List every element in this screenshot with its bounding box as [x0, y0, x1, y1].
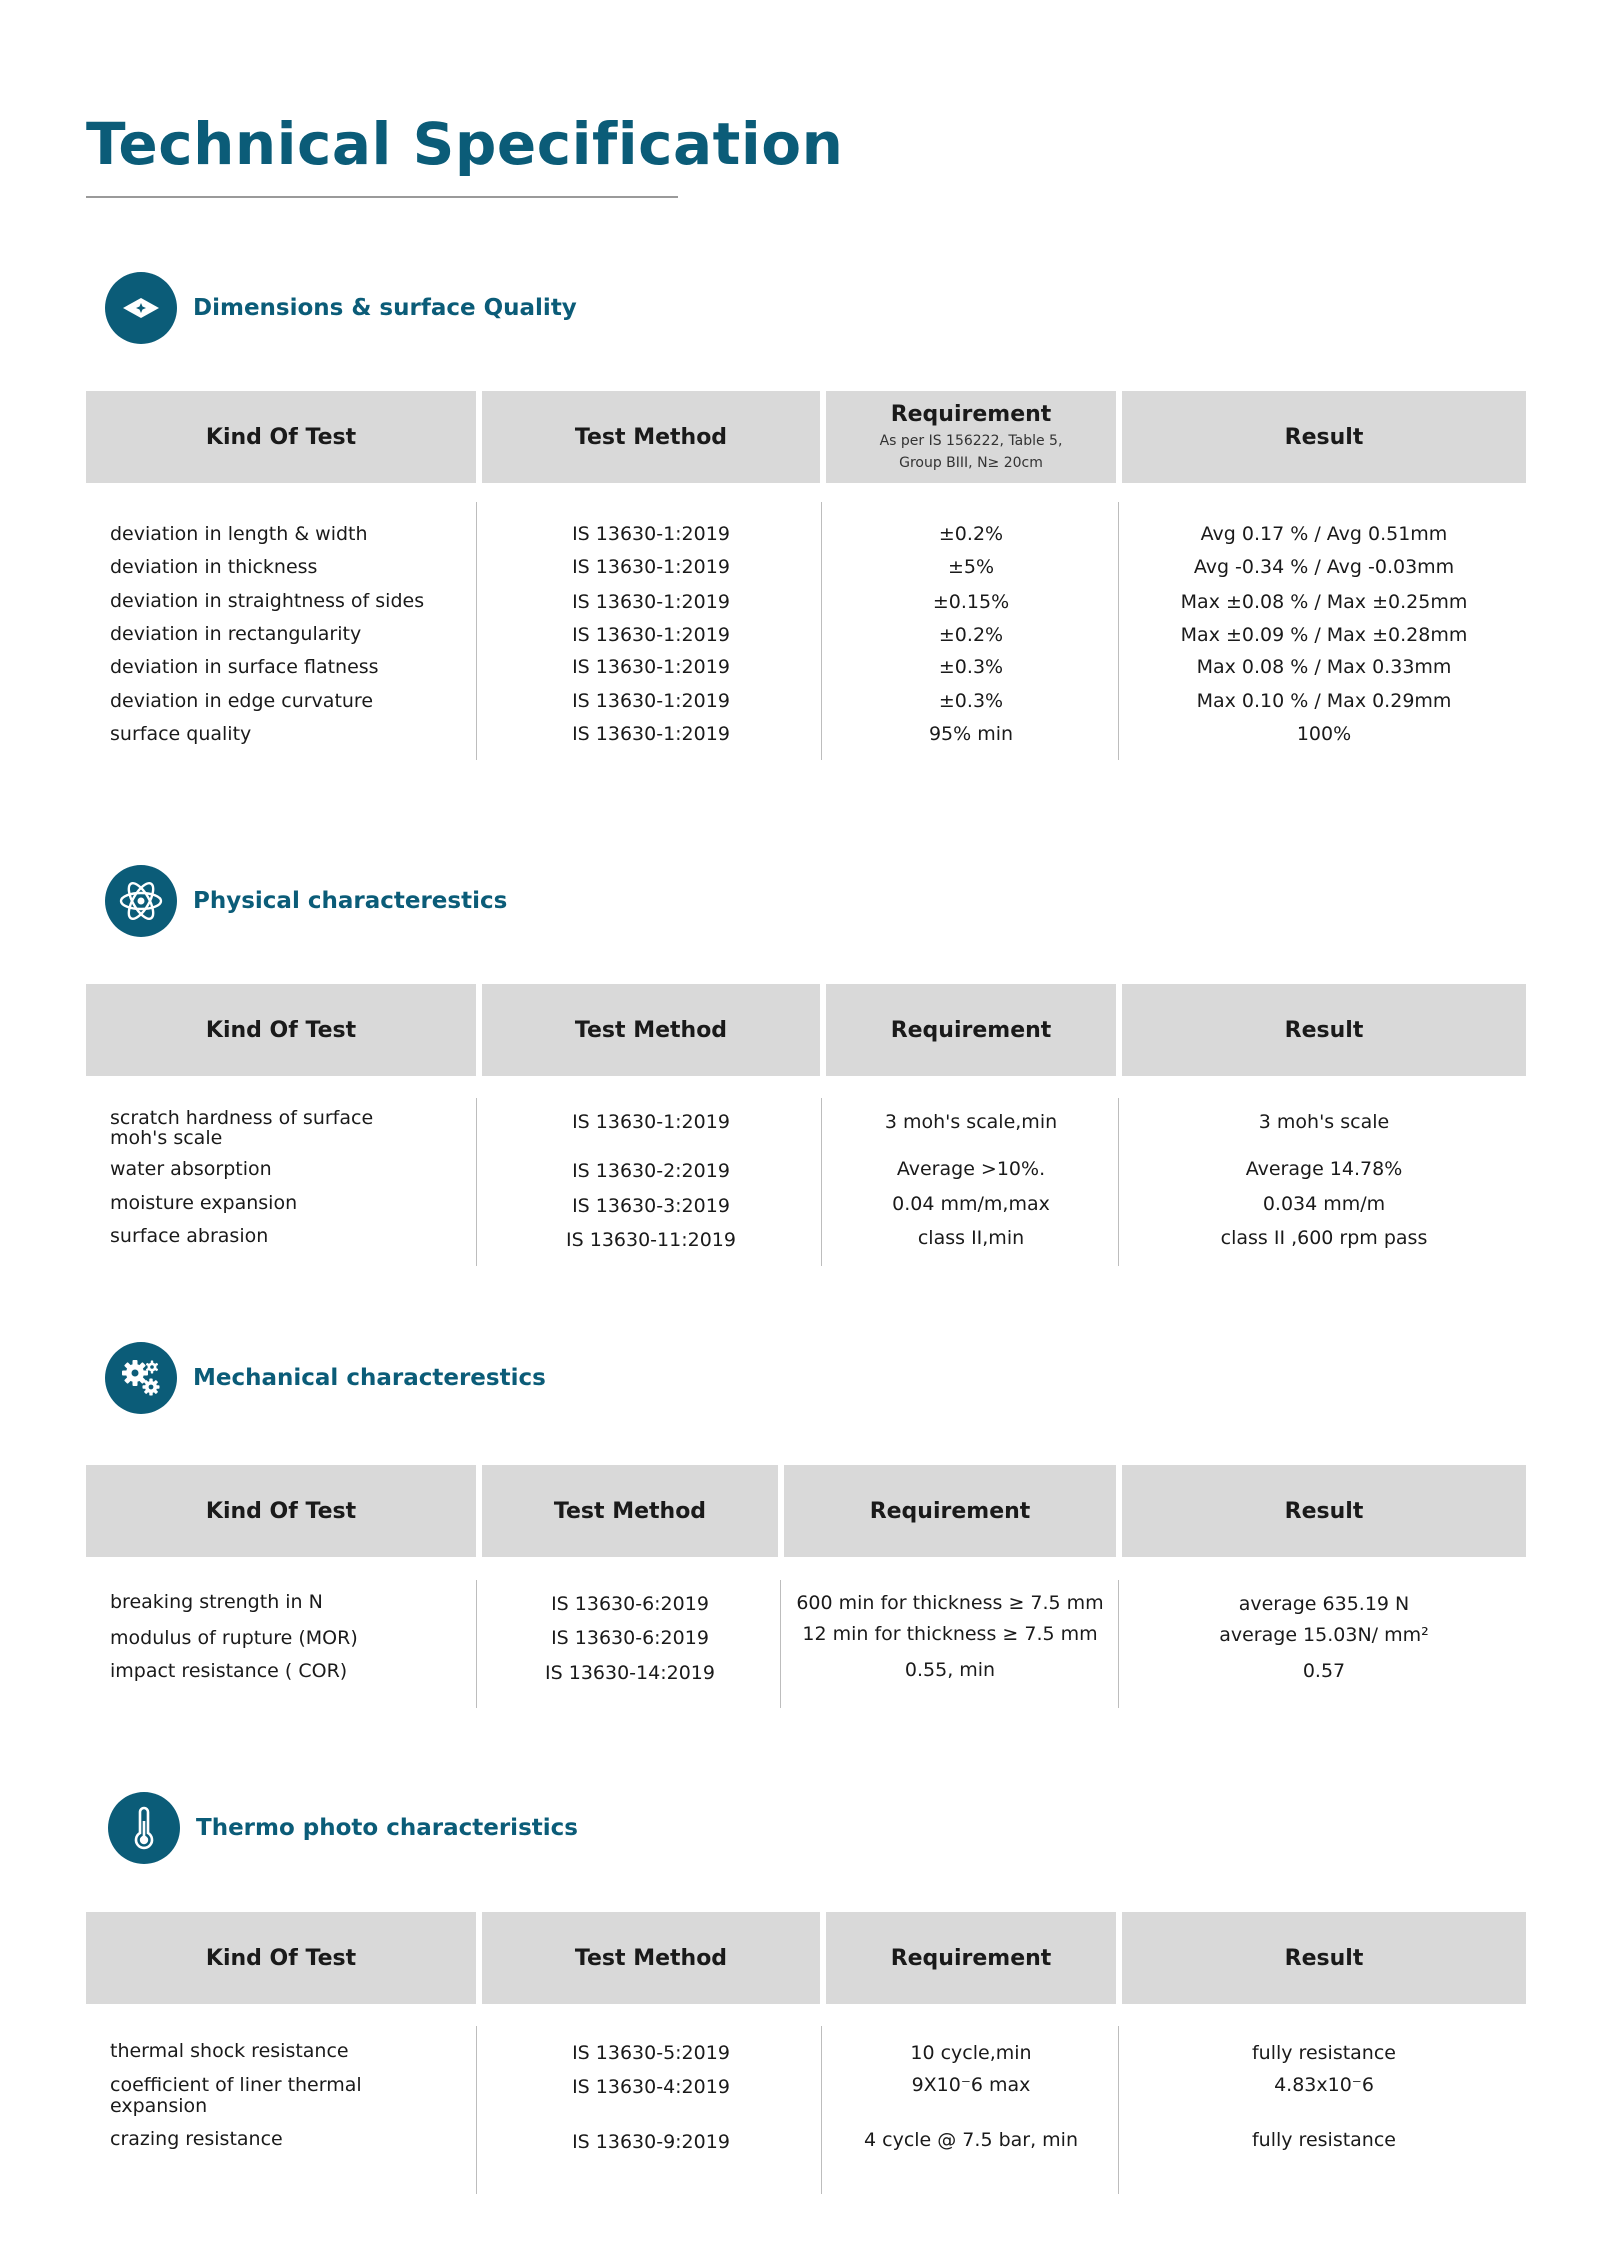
cell-result: Avg -0.34 % / Avg -0.03mm: [1193, 556, 1455, 578]
cell-method: IS 13630-14:2019: [545, 1662, 715, 1684]
cell-result: 0.034 mm/m: [1262, 1193, 1386, 1215]
cell-result: Max ±0.09 % / Max ±0.28mm: [1180, 624, 1468, 646]
title-underline: [86, 196, 678, 198]
cell-requirement: ±0.2%: [938, 523, 1004, 545]
cell-kind: deviation in thickness: [110, 556, 318, 578]
cell-result: 4.83x10⁻6: [1274, 2074, 1374, 2096]
table-header: [86, 1912, 1526, 2004]
cell-requirement: 0.04 mm/m,max: [892, 1193, 1050, 1215]
cell-result: fully resistance: [1251, 2042, 1396, 2064]
cell-method: IS 13630-1:2019: [572, 556, 730, 578]
header-requirement: Requirement: [784, 1465, 1116, 1557]
atom-icon: [105, 865, 177, 937]
column-divider: [780, 1580, 781, 1708]
table-body: [86, 502, 1526, 760]
cell-result: Max 0.10 % / Max 0.29mm: [1196, 690, 1452, 712]
header-test-method: Test Method: [482, 984, 820, 1076]
cell-method: IS 13630-1:2019: [572, 723, 730, 745]
cell-requirement: 0.55, min: [904, 1659, 996, 1681]
cell-requirement: ±0.3%: [938, 656, 1004, 678]
table-body: [86, 2026, 1526, 2194]
section-header-thermo: [108, 1791, 578, 1865]
header-requirement: Requirement: [826, 1912, 1116, 2004]
cell-kind: surface abrasion: [110, 1225, 269, 1247]
header-test-method: Test Method: [482, 1912, 820, 2004]
column-divider: [821, 502, 822, 760]
header-kind-of-test: Kind Of Test: [86, 1912, 476, 2004]
cell-method: IS 13630-4:2019: [572, 2076, 730, 2098]
cell-kind: impact resistance ( COR): [110, 1660, 348, 1682]
header-kind-of-test: Kind Of Test: [86, 984, 476, 1076]
cell-kind: deviation in edge curvature: [110, 690, 374, 712]
header-kind-of-test: Kind Of Test: [86, 1465, 476, 1557]
cell-kind: crazing resistance: [110, 2128, 283, 2150]
cell-requirement: ±0.2%: [938, 624, 1004, 646]
header-kind-of-test: Kind Of Test: [86, 391, 476, 483]
header-result: Result: [1122, 391, 1526, 483]
cell-result: Avg 0.17 % / Avg 0.51mm: [1200, 523, 1448, 545]
header-requirement-note: Group BIII, N≥ 20cm: [899, 455, 1043, 471]
header-result: Result: [1122, 1465, 1526, 1557]
cell-method: IS 13630-1:2019: [572, 624, 730, 646]
cell-method: IS 13630-1:2019: [572, 656, 730, 678]
cell-result: class II ,600 rpm pass: [1220, 1227, 1428, 1249]
cell-result: Max ±0.08 % / Max ±0.25mm: [1180, 591, 1468, 613]
header-requirement-label: Requirement: [890, 402, 1052, 427]
cell-method: IS 13630-1:2019: [572, 591, 730, 613]
section-title: Physical characterestics: [193, 888, 508, 914]
header-result: Result: [1122, 984, 1526, 1076]
cell-kind-line: coefficient of liner thermal: [110, 2074, 362, 2096]
cell-method: IS 13630-6:2019: [551, 1593, 709, 1615]
cell-kind: surface quality: [110, 723, 252, 745]
cell-requirement: ±0.15%: [932, 591, 1010, 613]
cell-method: IS 13630-5:2019: [572, 2042, 730, 2064]
cell-requirement: 4 cycle @ 7.5 bar, min: [864, 2129, 1078, 2151]
section-header-dimensions: [105, 271, 577, 345]
column-divider: [1118, 502, 1119, 760]
cell-result: average 15.03N/ mm²: [1219, 1624, 1429, 1646]
cell-kind: deviation in surface flatness: [110, 656, 379, 678]
column-divider: [821, 2026, 822, 2194]
cell-kind: water absorption: [110, 1158, 272, 1180]
cell-kind: thermal shock resistance: [110, 2040, 349, 2062]
cell-requirement: ±5%: [947, 556, 995, 578]
cell-kind: [110, 2075, 362, 2117]
column-divider: [821, 1098, 822, 1266]
cell-requirement: 600 min for thickness ≥ 7.5 mm: [796, 1592, 1104, 1614]
cell-kind: breaking strength in N: [110, 1591, 323, 1613]
cell-result: Max 0.08 % / Max 0.33mm: [1196, 656, 1452, 678]
cell-method: IS 13630-11:2019: [566, 1229, 736, 1251]
cell-method: IS 13630-3:2019: [572, 1195, 730, 1217]
table-body: [86, 1580, 1526, 1708]
cell-kind: deviation in length & width: [110, 523, 368, 545]
cell-requirement: 12 min for thickness ≥ 7.5 mm: [802, 1623, 1098, 1645]
column-divider: [476, 1098, 477, 1266]
cell-method: IS 13630-2:2019: [572, 1160, 730, 1182]
table-body: [86, 1098, 1526, 1266]
cell-kind: deviation in rectangularity: [110, 623, 362, 645]
cell-requirement: 3 moh's scale,min: [884, 1111, 1058, 1133]
header-result: Result: [1122, 1912, 1526, 2004]
cell-method: IS 13630-1:2019: [572, 690, 730, 712]
table-header: [86, 391, 1526, 483]
cell-requirement: 9X10⁻6 max: [911, 2074, 1031, 2096]
page-title: Technical Specification: [86, 110, 844, 178]
cell-result: 0.57: [1302, 1660, 1346, 1682]
header-test-method: Test Method: [482, 1465, 778, 1557]
cell-requirement: 10 cycle,min: [910, 2042, 1032, 2064]
cell-kind: modulus of rupture (MOR): [110, 1627, 358, 1649]
cell-requirement: Average >10%.: [896, 1158, 1046, 1180]
column-divider: [1118, 2026, 1119, 2194]
cell-result: average 635.19 N: [1238, 1593, 1410, 1615]
cell-kind: moisture expansion: [110, 1192, 298, 1214]
cell-method: IS 13630-6:2019: [551, 1627, 709, 1649]
cell-kind-line: moh's scale: [110, 1127, 223, 1149]
cell-result: fully resistance: [1251, 2129, 1396, 2151]
cell-result: Average 14.78%: [1245, 1158, 1403, 1180]
cell-result: 3 moh's scale: [1258, 1111, 1390, 1133]
header-test-method: Test Method: [482, 391, 820, 483]
column-divider: [476, 502, 477, 760]
header-requirement-note: As per IS 156222, Table 5,: [879, 433, 1063, 449]
cell-requirement: 95% min: [928, 723, 1014, 745]
cell-method: IS 13630-9:2019: [572, 2131, 730, 2153]
cell-requirement: class II,min: [917, 1227, 1025, 1249]
section-title: Mechanical characterestics: [193, 1365, 546, 1391]
column-divider: [1118, 1580, 1119, 1708]
table-header: [86, 984, 1526, 1076]
section-header-mechanical: [105, 1341, 546, 1415]
header-requirement: Requirement: [826, 984, 1116, 1076]
cell-kind: [110, 1108, 373, 1148]
cell-result: 100%: [1296, 723, 1352, 745]
cell-kind-line: scratch hardness of surface: [110, 1107, 374, 1129]
cell-kind: deviation in straightness of sides: [110, 590, 425, 612]
column-divider: [476, 1580, 477, 1708]
diamond-tile-icon: [105, 272, 177, 344]
column-divider: [1118, 1098, 1119, 1266]
cell-kind-line: expansion: [110, 2095, 208, 2117]
cell-method: IS 13630-1:2019: [572, 1111, 730, 1133]
cell-method: IS 13630-1:2019: [572, 523, 730, 545]
table-header: [86, 1465, 1526, 1557]
section-header-physical: [105, 864, 507, 938]
section-title: Thermo photo characteristics: [196, 1815, 578, 1841]
column-divider: [476, 2026, 477, 2194]
thermometer-icon: [108, 1792, 180, 1864]
cell-requirement: ±0.3%: [938, 690, 1004, 712]
header-requirement: [826, 391, 1116, 483]
section-title: Dimensions & surface Quality: [193, 295, 577, 321]
gears-icon: [105, 1342, 177, 1414]
